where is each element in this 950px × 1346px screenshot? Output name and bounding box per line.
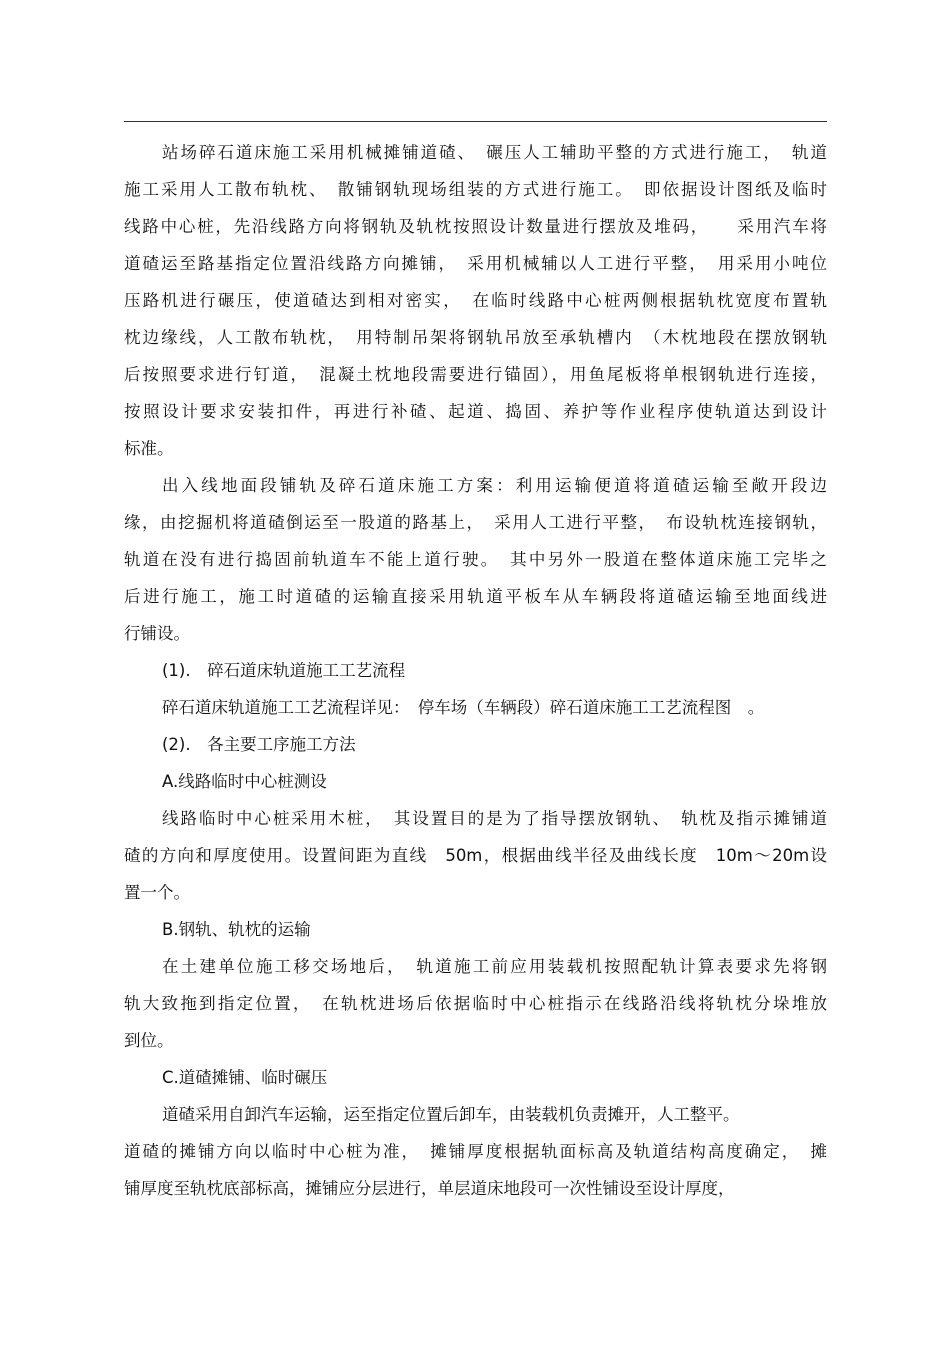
header-rule [124,121,827,122]
text-line: 后按照要求进行钉道， 混凝土枕地段需要进行锚固），用鱼尾板将单根钢轨进行连接， [124,365,827,384]
section-heading: (1). 碎石道床轨道施工工艺流程 [162,661,406,680]
text-line: 出入线地面段铺轨及碎石道床施工方案：利用运输便道将道碴运输至敞开段边 [162,476,827,495]
text-line: 站场碎石道床施工采用机械摊铺道碴、 碾压人工辅助平整的方式进行施工， 轨道 [162,143,827,162]
text-line: 到位。 [124,1031,174,1050]
text-line: 铺厚度至轨枕底部标高，摊铺应分层进行，单层道床地段可一次性铺设至设计厚度， [124,1179,735,1198]
paragraph [124,1096,827,1207]
paragraph [124,134,827,467]
text-line: 道碴采用自卸汽车运输，运至指定位置后卸车，由装载机负责摊开，人工整平。 [162,1105,740,1124]
text-line: 压路机进行碾压，使道碴达到相对密实， 在临时线路中心桩两侧根据轨枕宽度布置轨 [124,291,827,310]
text-line: 枕边缘线，人工散布轨枕， 用特制吊架将钢轨吊放至承轨槽内 （木枕地段在摆放钢轨 [124,328,827,347]
text-line: 标准。 [124,439,174,458]
text-line: 轨道在没有进行捣固前轨道车不能上道行驶。 其中另外一股道在整体道床施工完毕之 [124,550,827,569]
text-line: 行铺设。 [124,624,190,643]
text-line: 后进行施工，施工时道碴的运输直接采用轨道平板车从车辆段将道碴运输至地面线进 [124,587,827,606]
text-line: 施工采用人工散布轨枕、 散铺钢轨现场组装的方式进行施工。 即依据设计图纸及临时 [124,180,827,199]
text-line: 道碴运至路基指定位置沿线路方向摊铺， 采用机械辅以人工进行平整， 用采用小吨位 [124,254,827,273]
text-line: 线路临时中心桩采用木桩， 其设置目的是为了指导摆放钢轨、 轨枕及指示摊铺道 [162,809,827,828]
paragraph [124,948,827,1059]
subsection-heading: C.道碴摊铺、临时碾压 [162,1068,328,1087]
paragraph [124,467,827,652]
text-line: 线路中心桩，先沿线路方向将钢轨及轨枕按照设计数量进行摆放及堆码， 采用汽车将 [124,217,827,236]
text-line: 在土建单位施工移交场地后， 轨道施工前应用装载机按照配轨计算表要求先将钢 [162,957,827,976]
subsection-heading: A.线路临时中心桩测设 [162,772,327,791]
subsection-heading: B.钢轨、轨枕的运输 [162,920,311,939]
text-line: 置一个。 [124,883,190,902]
document-body [124,134,827,1207]
paragraph [124,800,827,911]
text-line: 缘，由挖掘机将道碴倒运至一股道的路基上， 采用人工进行平整， 布设轨枕连接钢轨， [124,513,827,532]
text-line: 轨大致拖到指定位置， 在轨枕进场后依据临时中心桩指示在线路沿线将轨枕分垛堆放 [124,994,827,1013]
text-line: 按照设计要求安装扣件，再进行补碴、起道、捣固、养护等作业程序使轨道达到设计 [124,402,827,421]
text-line: 道碴的摊铺方向以临时中心桩为准， 摊铺厚度根据轨面标高及轨道结构高度确定， 摊 [124,1142,827,1161]
section-heading: (2). 各主要工序施工方法 [162,735,356,754]
text-line: 碎石道床轨道施工工艺流程详见： 停车场（车辆段）碎石道床施工工艺流程图 。 [162,698,765,717]
text-line: 碴的方向和厚度使用。设置间距为直线 50m，根据曲线半径及曲线长度 10m～20m设 [124,846,827,865]
